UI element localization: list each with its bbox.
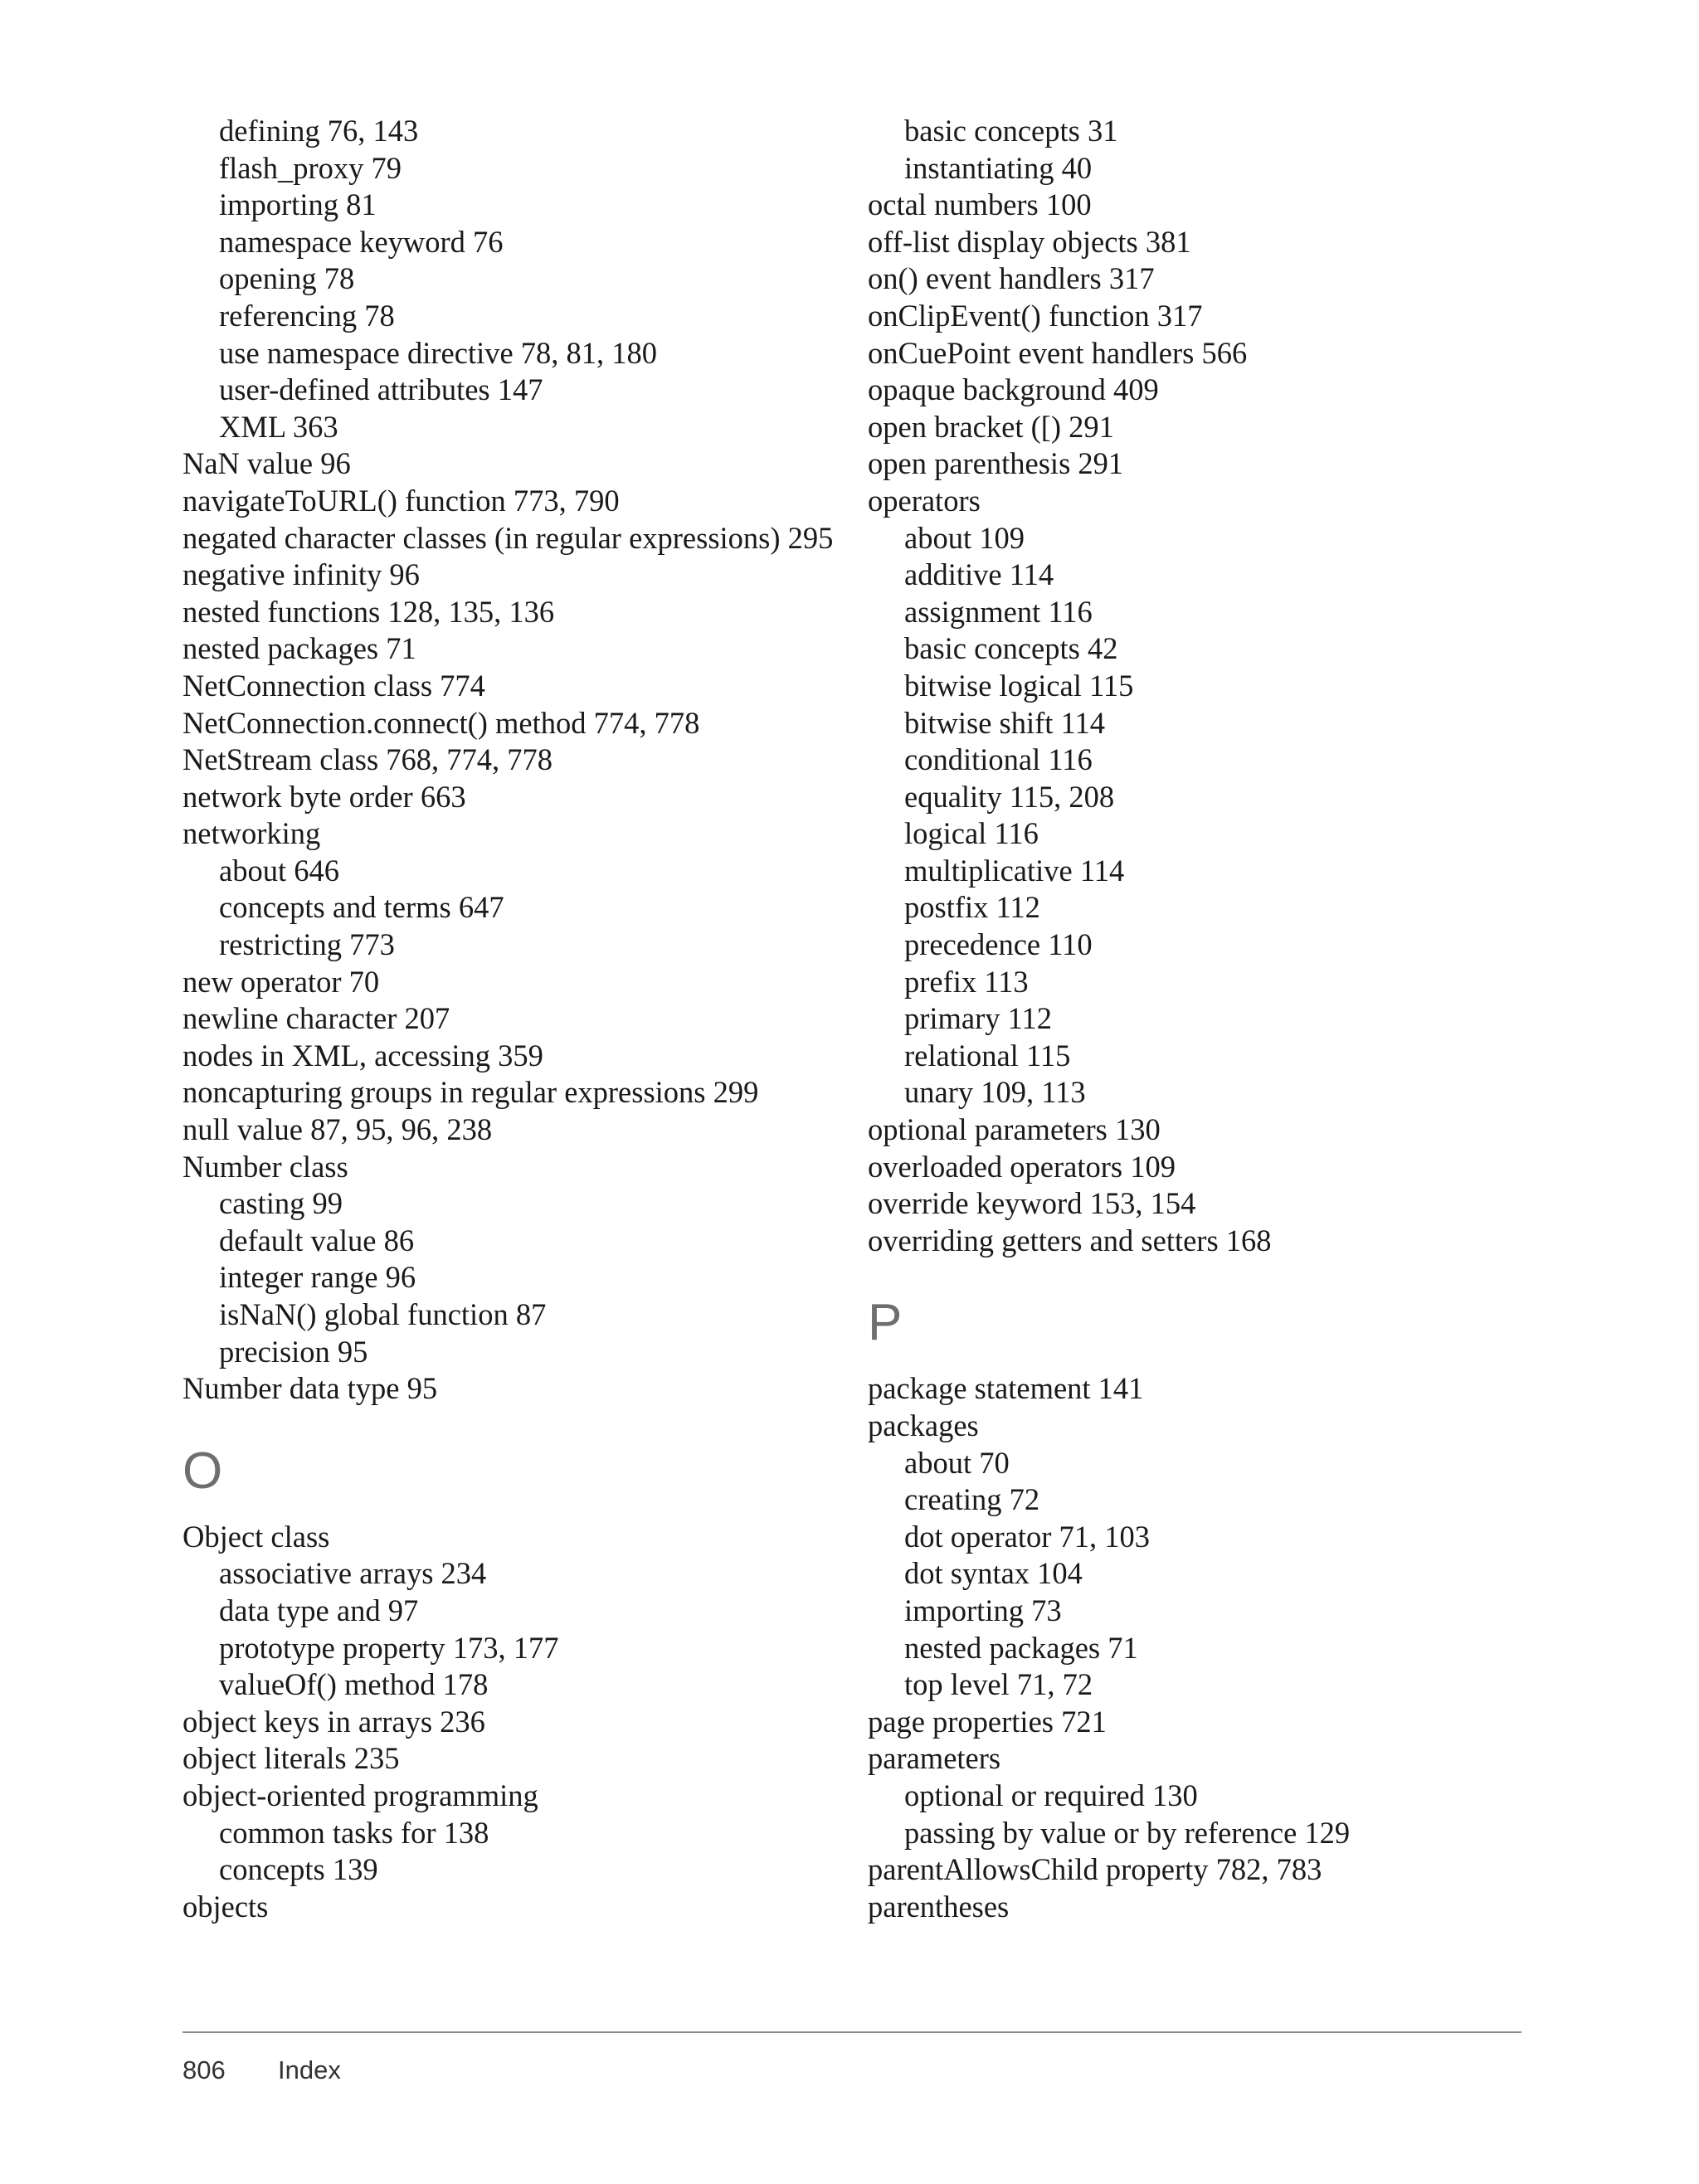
index-section-letter: O: [183, 1442, 223, 1500]
index-subentry: flash_proxy 79: [219, 150, 402, 185]
index-entry: NetConnection class 774: [183, 668, 485, 703]
index-entry: Object class: [183, 1519, 330, 1554]
index-entry: override keyword 153, 154: [868, 1186, 1196, 1221]
index-subentry: about 646: [219, 853, 339, 888]
index-subentry: XML 363: [219, 409, 338, 444]
index-subentry: logical 116: [904, 816, 1039, 851]
index-subentry: basic concepts 42: [904, 631, 1118, 666]
index-subentry: opening 78: [219, 261, 355, 296]
index-entry: optional parameters 130: [868, 1112, 1161, 1147]
index-subentry: instantiating 40: [904, 150, 1093, 185]
index-subentry: relational 115: [904, 1038, 1071, 1073]
index-subentry: data type and 97: [219, 1593, 419, 1627]
index-entry: objects: [183, 1889, 269, 1924]
index-subentry: assignment 116: [904, 594, 1093, 629]
index-subentry: about 109: [904, 520, 1025, 555]
index-entry: on() event handlers 317: [868, 261, 1155, 296]
index-subentry: prototype property 173, 177: [219, 1630, 559, 1665]
index-entry: object literals 235: [183, 1741, 400, 1776]
section-title: Index: [278, 2055, 341, 2084]
index-entry: Number data type 95: [183, 1371, 438, 1406]
index-entry: object-oriented programming: [183, 1778, 538, 1812]
index-entry: onClipEvent() function 317: [868, 298, 1203, 333]
index-column-right: [868, 113, 1548, 1925]
index-subentry: precision 95: [219, 1334, 368, 1369]
index-entry: new operator 70: [183, 964, 380, 999]
index-subentry: isNaN() global function 87: [219, 1297, 547, 1331]
index-subentry: importing 81: [219, 187, 377, 222]
index-subentry: basic concepts 31: [904, 114, 1118, 148]
index-subentry: bitwise logical 115: [904, 668, 1134, 703]
index-entry: newline character 207: [183, 1001, 450, 1036]
index-entry: parameters: [868, 1741, 1001, 1776]
index-subentry: primary 112: [904, 1001, 1053, 1036]
index-subentry: concepts and terms 647: [219, 890, 504, 925]
page-footer: [183, 2055, 341, 2085]
index-entry: noncapturing groups in regular expressions 299: [183, 1075, 759, 1110]
index-subentry: conditional 116: [904, 742, 1093, 777]
index-entry: nested packages 71: [183, 631, 416, 666]
index-subentry: about 70: [904, 1445, 1010, 1480]
index-subentry: additive 114: [904, 557, 1054, 592]
index-entry: negative infinity 96: [183, 557, 420, 592]
index-entry: package statement 141: [868, 1371, 1144, 1406]
index-subentry: associative arrays 234: [219, 1556, 487, 1591]
footer-divider: [183, 2031, 1521, 2033]
index-subentry: precedence 110: [904, 927, 1093, 962]
index-subentry: passing by value or by reference 129: [904, 1815, 1351, 1850]
index-subentry: importing 73: [904, 1593, 1062, 1627]
index-subentry: concepts 139: [219, 1852, 378, 1887]
index-subentry: optional or required 130: [904, 1778, 1198, 1812]
index-entry: page properties 721: [868, 1704, 1107, 1739]
index-subentry: common tasks for 138: [219, 1815, 489, 1850]
index-entry: network byte order 663: [183, 779, 466, 814]
index-entry: navigateToURL() function 773, 790: [183, 483, 620, 518]
index-entry: operators: [868, 483, 981, 518]
index-entry: NetStream class 768, 774, 778: [183, 742, 553, 777]
index-subentry: defining 76, 143: [219, 114, 419, 148]
index-entry: overriding getters and setters 168: [868, 1223, 1272, 1257]
index-entry: Number class: [183, 1149, 348, 1184]
index-entry: negated character classes (in regular expressions) 295: [183, 520, 834, 555]
index-entry: nodes in XML, accessing 359: [183, 1038, 543, 1073]
index-subentry: casting 99: [219, 1186, 343, 1221]
index-subentry: multiplicative 114: [904, 853, 1125, 888]
index-subentry: equality 115, 208: [904, 779, 1115, 814]
index-subentry: dot operator 71, 103: [904, 1519, 1150, 1554]
index-subentry: nested packages 71: [904, 1630, 1138, 1665]
index-entry: octal numbers 100: [868, 187, 1092, 222]
index-subentry: restricting 773: [219, 927, 395, 962]
index-subentry: dot syntax 104: [904, 1556, 1083, 1591]
index-entry: off-list display objects 381: [868, 224, 1191, 259]
index-entry: open bracket ([) 291: [868, 409, 1114, 444]
index-entry: networking: [183, 816, 321, 851]
index-entry: object keys in arrays 236: [183, 1704, 485, 1739]
index-subentry: default value 86: [219, 1223, 415, 1257]
index-subentry: integer range 96: [219, 1260, 416, 1295]
index-subentry: namespace keyword 76: [219, 224, 504, 259]
index-subentry: unary 109, 113: [904, 1075, 1086, 1110]
index-entry: NaN value 96: [183, 446, 351, 481]
index-subentry: prefix 113: [904, 964, 1029, 999]
index-entry: nested functions 128, 135, 136: [183, 594, 555, 629]
index-subentry: top level 71, 72: [904, 1667, 1093, 1702]
index-entry: packages: [868, 1408, 979, 1442]
index-column-left: [183, 113, 846, 1925]
index-entry: null value 87, 95, 96, 238: [183, 1112, 493, 1147]
index-entry: NetConnection.connect() method 774, 778: [183, 705, 700, 740]
page-number: 806: [183, 2055, 226, 2084]
index-subentry: postfix 112: [904, 890, 1040, 925]
index-entry: overloaded operators 109: [868, 1149, 1176, 1184]
index-entry: parentheses: [868, 1889, 1010, 1924]
index-section-letter: P: [868, 1294, 903, 1352]
index-subentry: bitwise shift 114: [904, 705, 1105, 740]
index-entry: opaque background 409: [868, 372, 1159, 407]
index-subentry: valueOf() method 178: [219, 1667, 489, 1702]
index-entry: parentAllowsChild property 782, 783: [868, 1852, 1322, 1887]
index-subentry: referencing 78: [219, 298, 395, 333]
index-entry: onCuePoint event handlers 566: [868, 335, 1248, 370]
index-entry: open parenthesis 291: [868, 446, 1124, 481]
index-subentry: user-defined attributes 147: [219, 372, 543, 407]
index-subentry: creating 72: [904, 1482, 1040, 1517]
index-subentry: use namespace directive 78, 81, 180: [219, 335, 658, 370]
